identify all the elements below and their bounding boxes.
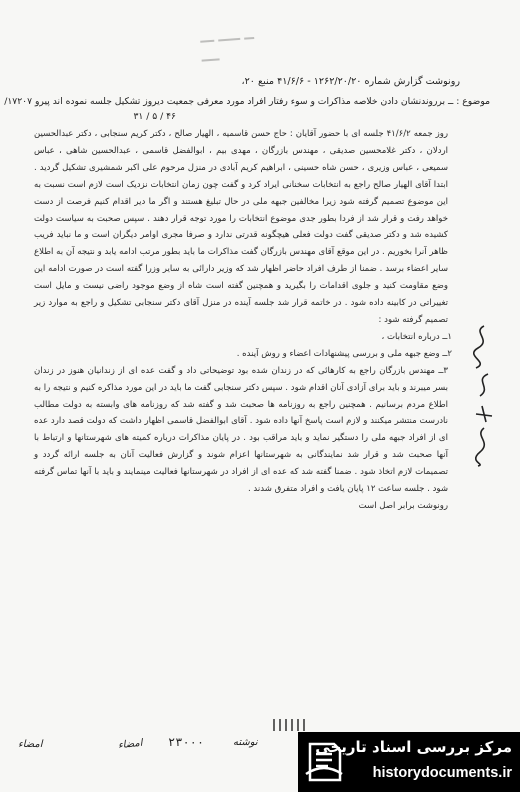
list-item-2: ۲ــ وضع جبهه ملی و بررسی پیشنهادات اعضاء و روش آینده . xyxy=(236,348,452,359)
closing-line: رونوشت برابر اصل است xyxy=(358,500,448,511)
document-number: ۲۳۰۰۰ xyxy=(168,735,205,749)
subject-date: ۴۶ / ۵ / ۳۱ xyxy=(133,111,176,122)
signature-area xyxy=(18,733,298,763)
tally-marks xyxy=(270,717,316,733)
watermark-banner xyxy=(298,732,520,792)
signature-right: نوشته xyxy=(233,737,258,748)
handwriting-scribble xyxy=(462,318,502,468)
margin-handwritten-note xyxy=(462,318,502,468)
archive-name: مرکز بررسی اسناد تاریخی xyxy=(315,738,512,756)
report-number-line: رونوشت گزارش شماره ۱۲۶۲/۲۰/۲۰ - ۴۱/۶/۶ منبع ۲۰، xyxy=(241,76,460,87)
list-item-1: ۱ــ درباره انتخابات ، xyxy=(381,331,452,342)
paragraph-1: روز جمعه ۴۱/۶/۲ جلسه ای با حضور آقایان : حاج حسن قاسمیه ، الهیار صالح ، دکتر کریم سنجابی ، دکتر عبدالحسین اردلان ، دکتر غلامحسین صدیقی ، مهندس بازرگان ، مهدی بیم ، ابوالفضل قاسمی ، عبدالحسین شاهی ، عباس سمیعی ، عباس وزیری ، حسن شاه حسینی ، ابراهیم کریم آبادی در منزل مرحوم علی اکبر شمشیری تشکیل گردید . ابتدا آقای الهیار صالح راجع به انتخابات سخنانی ایراد کرد و گفت چون زمان انتخابات نزدیک است لازم است نسبت به این موضوع تصمیم گرفته شود زیرا مخالفین جبهه ملی در حال تبلیغ هستند و اگر ما دیر اقدام کنیم فرصت از دست خواهد رفت و قرار شد از فردا بطور جدی موضوع انتخابات را مورد توجه قرار دهند . سپس صحبت به سیاست دولت کشیده شد و دکتر صدیقی گفت دولت فعلی هیچگونه قدرتی ندارد و صرفا مجری اوامر دیگران است و ما نباید فریب ظاهر آنرا بخوریم . در این موقع آقای مهندس بازرگان گفت مذاکرات ما باید بطور مرتب ادامه یابد و نتیجه آن به اطلاع سایر اعضاء برسد . ضمنا از طرف افراد حاضر اظهار شد که وزیر دارائی به سایر وزرا گفته است در صورت ادامه این وضع مقاومت کنید و جلوی اقدامات را بگیرید و همچنین گفته است شاه از وضع موجود راضی نیست و مایل است تغییراتی در کابینه داده شود . در خاتمه قرار شد جلسه آینده در منزل آقای دکتر سنجابی تشکیل و راجع به موارد زیر تصمیم گرفته شود : xyxy=(34,129,448,325)
archive-url: historydocuments.ir xyxy=(372,765,512,781)
paragraph-2: ۳ــ مهندس بازرگان راجع به کارهائی که در زندان شده بود توضیحاتی داد و گفت عده ای از زندانیان هنوز در زندان بسر میبرند و باید برای آزادی آنان اقدام شود . سپس دکتر سنجابی گفت ما باید در این مورد مذاکره کنیم و نتیجه را به اطلاع مردم برسانیم . همچنین راجع به روزنامه ها صحبت شد و گفته شد که روزنامه های وابسته به دولت مطالب نادرست منتشر میکنند و لازم است پاسخ آنها داده شود . آقای ابوالفضل قاسمی اظهار داشت که دولت قصد دارد عده ای از افراد جبهه ملی را دستگیر نماید و باید مراقب بود . در پایان مذاکرات درباره کمیته های شهرستانها و ارتباط با آنها صحبت شد و قرار شد نمایندگانی به شهرستانها اعزام شوند و گزارش فعالیت آنان به جلسه ارائه گردد و تصمیمات لازم اتخاذ شود . ضمنا گفته شد که عده ای از افراد در شهرستانها فعالیت مینمایند و باید با آنها تماس گرفته شود . جلسه ساعت ۱۲ پایان یافت و افراد متفرق شدند . xyxy=(34,365,448,495)
document-body xyxy=(34,126,458,515)
faded-stamp xyxy=(200,25,279,46)
subject-line: موضوع : ــ برروندنشان دادن خلاصه مذاکرات و سوء رفتار افراد مورد معرفی جمعیت دیروز تشکیل جلسه نموده اند پیرو ۱۷۲۰۷/ xyxy=(4,96,490,107)
signature-left: امضاء xyxy=(18,739,43,750)
signature-middle: امضاء xyxy=(117,737,144,752)
